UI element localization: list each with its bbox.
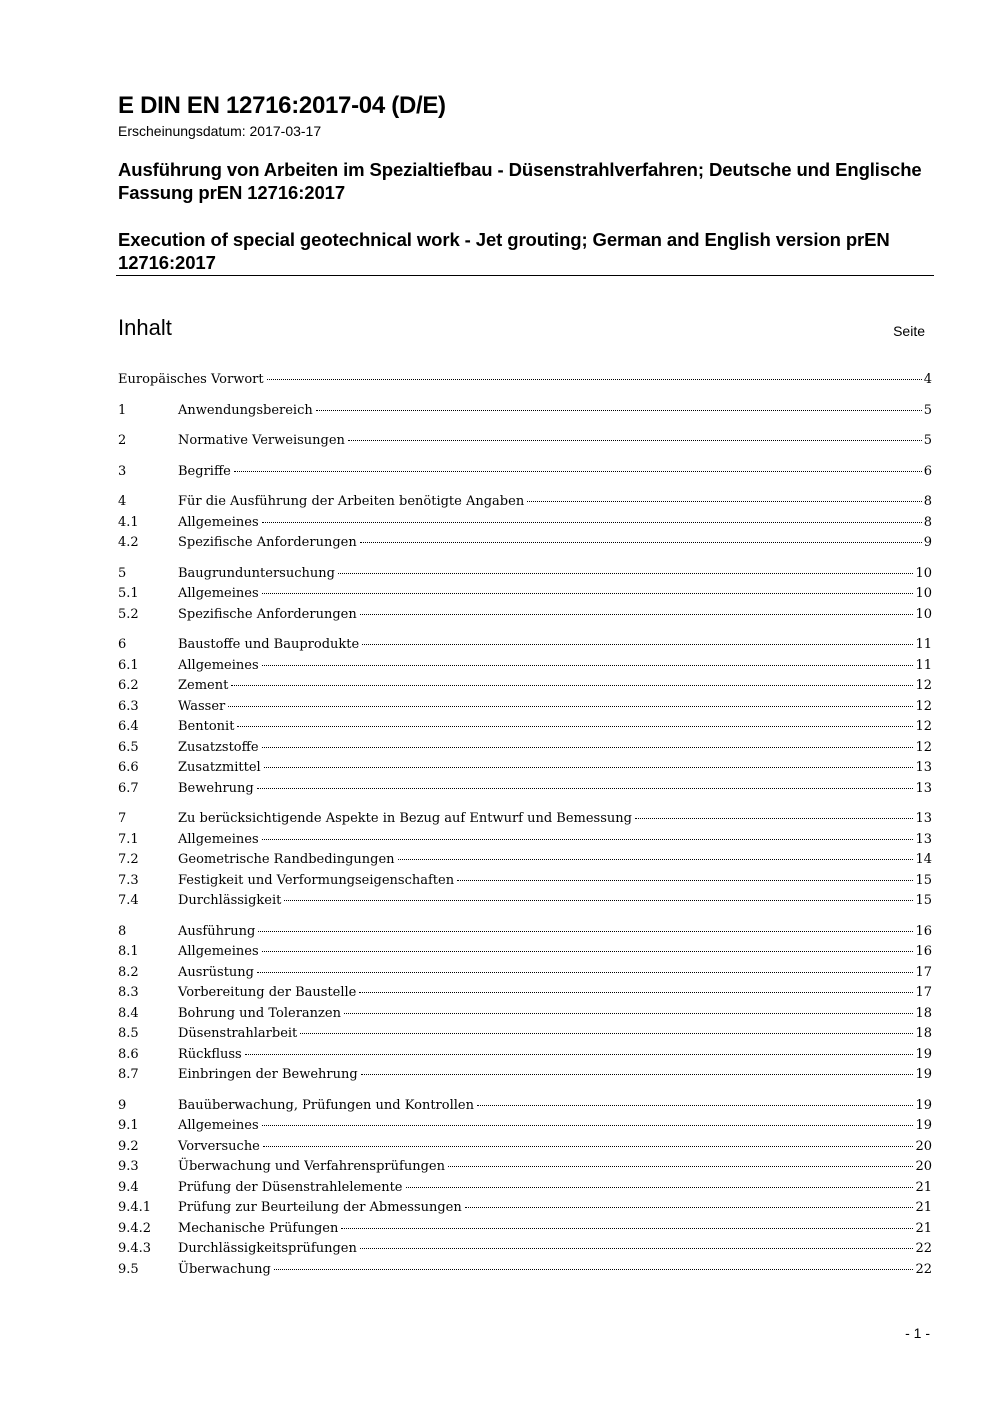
toc-dot-leader bbox=[257, 788, 914, 789]
toc-entry-number: 9.4 bbox=[118, 1179, 139, 1195]
toc-dot-leader bbox=[362, 644, 913, 645]
toc-entry[interactable] bbox=[118, 1096, 932, 1117]
toc-dot-leader bbox=[360, 614, 914, 615]
header-divider bbox=[116, 275, 934, 276]
toc-entry-page: 19 bbox=[915, 1067, 932, 1082]
toc-entry[interactable] bbox=[118, 963, 932, 984]
toc-entry-number: 6.7 bbox=[118, 780, 139, 796]
toc-dot-leader bbox=[267, 379, 922, 380]
toc-dot-leader bbox=[284, 900, 913, 901]
toc-entry-number: 5 bbox=[118, 565, 127, 581]
publication-date: Erscheinungsdatum: 2017-03-17 bbox=[118, 123, 322, 139]
toc-entry-label: Zusatzstoffe bbox=[178, 739, 259, 755]
toc-entry[interactable] bbox=[118, 738, 932, 759]
toc-entry[interactable] bbox=[118, 1116, 932, 1137]
toc-entry-number: 9.4.3 bbox=[118, 1241, 152, 1256]
toc-entry-number: 9.4.1 bbox=[118, 1200, 152, 1215]
toc-entry[interactable] bbox=[118, 513, 932, 534]
toc-entry-page: 8 bbox=[923, 494, 932, 509]
toc-entry-page: 13 bbox=[915, 760, 932, 775]
toc-entry[interactable] bbox=[118, 1045, 932, 1066]
toc-dot-leader bbox=[262, 665, 914, 666]
toc-entry-page: 13 bbox=[915, 811, 932, 826]
toc-entry-number: 1 bbox=[118, 402, 127, 418]
toc-entry-page: 8 bbox=[923, 514, 932, 530]
toc-entry[interactable] bbox=[118, 401, 932, 422]
toc-entry-label: Allgemeines bbox=[178, 944, 259, 959]
toc-entry-label: Überwachung bbox=[178, 1261, 271, 1277]
toc-entry-number: 6.5 bbox=[118, 739, 139, 755]
toc-entry[interactable] bbox=[118, 942, 932, 963]
toc-entry-label: Vorversuche bbox=[178, 1138, 260, 1154]
toc-entry-page: 20 bbox=[915, 1138, 932, 1154]
toc-entry-page: 18 bbox=[915, 1005, 932, 1021]
subtitle-english: Execution of special geotechnical work - Jet grouting; German and English version prEN 12716:2017 bbox=[118, 229, 890, 273]
toc-entry-label: Prüfung der Düsenstrahlelemente bbox=[178, 1179, 403, 1195]
toc-entry-number: 3 bbox=[118, 463, 127, 479]
toc-dot-leader bbox=[264, 767, 914, 768]
toc-entry-number: 2 bbox=[118, 433, 127, 448]
toc-entry-label: Baugrunduntersuchung bbox=[178, 565, 335, 581]
toc-entry[interactable] bbox=[118, 1178, 932, 1199]
toc-entry-page: 16 bbox=[915, 923, 932, 939]
toc-entry-number: 4.2 bbox=[118, 535, 139, 550]
toc-dot-leader bbox=[344, 1013, 913, 1014]
toc-entry[interactable] bbox=[118, 1260, 932, 1281]
toc-entry-page: 22 bbox=[915, 1241, 932, 1256]
toc-dot-leader bbox=[361, 1074, 914, 1075]
toc-entry-page: 12 bbox=[915, 739, 932, 755]
toc-entry-label: Einbringen der Bewehrung bbox=[178, 1067, 358, 1082]
toc-entry[interactable] bbox=[118, 584, 932, 605]
toc-entry[interactable] bbox=[118, 656, 932, 677]
toc-entry-label: Spezifische Anforderungen bbox=[178, 535, 357, 550]
toc-dot-leader bbox=[360, 1248, 914, 1249]
toc-entry[interactable] bbox=[118, 564, 932, 585]
toc-entry-page: 17 bbox=[915, 964, 932, 980]
toc-entry-label: Ausrüstung bbox=[178, 964, 254, 980]
toc-entry-label: Spezifische Anforderungen bbox=[178, 606, 357, 622]
toc-entry[interactable] bbox=[118, 983, 932, 1004]
toc-entry-page: 21 bbox=[915, 1179, 932, 1195]
toc-entry-page: 10 bbox=[915, 606, 932, 622]
toc-entry-label: Mechanische Prüfungen bbox=[178, 1220, 339, 1236]
toc-entry[interactable] bbox=[118, 1065, 932, 1086]
toc-entry-number: 6.6 bbox=[118, 760, 139, 775]
toc-dot-leader bbox=[262, 593, 914, 594]
toc-entry-label: Zusatzmittel bbox=[178, 760, 261, 775]
toc-entry-label: Vorbereitung der Baustelle bbox=[178, 985, 357, 1000]
toc-entry-page: 19 bbox=[915, 1118, 932, 1133]
toc-entry-page: 11 bbox=[915, 637, 932, 652]
toc-dot-leader bbox=[406, 1187, 914, 1188]
toc-dot-leader bbox=[258, 931, 913, 932]
toc-entry-page: 15 bbox=[915, 893, 932, 908]
toc-entry[interactable] bbox=[118, 431, 932, 452]
toc-entry[interactable] bbox=[118, 1239, 932, 1260]
toc-entry-page: 12 bbox=[915, 678, 932, 693]
toc-entry-label: Wasser bbox=[178, 698, 226, 714]
toc-entry-page: 5 bbox=[923, 433, 932, 448]
toc-entry[interactable] bbox=[118, 830, 932, 851]
toc-entry-label: Bentonit bbox=[178, 719, 235, 734]
toc-dot-leader bbox=[338, 573, 914, 574]
toc-entry-number: 8.7 bbox=[118, 1067, 139, 1082]
toc-entry-label: Durchlässigkeit bbox=[178, 893, 282, 908]
toc-entry-page: 18 bbox=[915, 1026, 932, 1041]
toc-entry-label: Durchlässigkeitsprüfungen bbox=[178, 1241, 357, 1256]
document-header bbox=[118, 92, 934, 140]
toc-entry-page: 16 bbox=[915, 944, 932, 959]
toc-entry[interactable] bbox=[118, 1157, 932, 1178]
toc-entry-label: Anwendungsbereich bbox=[178, 402, 313, 418]
toc-entry-number: 4 bbox=[118, 494, 127, 509]
toc-dot-leader bbox=[262, 522, 922, 523]
toc-page-column-label: Seite bbox=[893, 323, 925, 339]
toc-entry[interactable] bbox=[118, 370, 932, 391]
toc-entry-label: Begriffe bbox=[178, 463, 231, 479]
toc-entry[interactable] bbox=[118, 922, 932, 943]
toc-dot-leader bbox=[398, 859, 914, 860]
toc-entry[interactable] bbox=[118, 605, 932, 626]
toc-entry-page: 19 bbox=[915, 1046, 932, 1062]
toc-entry-number: 9.1 bbox=[118, 1118, 139, 1133]
toc-dot-leader bbox=[348, 440, 922, 441]
toc-entry-label: Zu berücksichtigende Aspekte in Bezug auf Entwurf und Bemessung bbox=[178, 811, 632, 826]
document-title: E DIN EN 12716:2017-04 (D/E) bbox=[118, 92, 446, 119]
toc-entry-number: 7.2 bbox=[118, 852, 139, 867]
toc-dot-leader bbox=[457, 880, 913, 881]
toc-dot-leader bbox=[237, 726, 913, 727]
toc-entry-number: 7.1 bbox=[118, 831, 139, 847]
toc-entry-page: 10 bbox=[915, 565, 932, 581]
toc-entry-page: 22 bbox=[915, 1261, 932, 1277]
toc-entry[interactable] bbox=[118, 850, 932, 871]
toc-entry-page: 10 bbox=[915, 586, 932, 601]
toc-dot-leader bbox=[300, 1033, 913, 1034]
toc-entry-number: 9.4.2 bbox=[118, 1220, 152, 1236]
toc-entry-label: Normative Verweisungen bbox=[178, 433, 345, 448]
toc-entry[interactable] bbox=[118, 779, 932, 800]
toc-dot-leader bbox=[274, 1269, 914, 1270]
toc-entry-label: Allgemeines bbox=[178, 514, 259, 530]
toc-entry[interactable] bbox=[118, 1024, 932, 1045]
toc-entry-number: 7.4 bbox=[118, 893, 139, 908]
toc-entry-label: Allgemeines bbox=[178, 1118, 259, 1133]
toc-dot-leader bbox=[257, 972, 913, 973]
toc-entry-page: 4 bbox=[923, 372, 932, 387]
toc-dot-leader bbox=[527, 501, 922, 502]
toc-dot-leader bbox=[228, 706, 913, 707]
toc-entry-page: 19 bbox=[915, 1097, 932, 1113]
toc-entry[interactable] bbox=[118, 1004, 932, 1025]
toc-entry-number: 5.2 bbox=[118, 606, 139, 622]
toc-entry-label: Bewehrung bbox=[178, 780, 254, 796]
toc-entry-label: Europäisches Vorwort bbox=[118, 372, 264, 387]
toc-entry-page: 15 bbox=[915, 872, 932, 888]
toc-entry[interactable] bbox=[118, 717, 932, 738]
toc-dot-leader bbox=[263, 1146, 914, 1147]
toc-entry-number: 6.4 bbox=[118, 719, 139, 734]
toc-dot-leader bbox=[360, 542, 922, 543]
toc-entry-page: 6 bbox=[923, 463, 932, 479]
toc-entry-number: 8.2 bbox=[118, 964, 139, 980]
toc-entry[interactable] bbox=[118, 1137, 932, 1158]
toc-entry-label: Festigkeit und Verformungseigenschaften bbox=[178, 872, 455, 888]
toc-entry-number: 8.6 bbox=[118, 1046, 139, 1062]
toc-entry-label: Geometrische Randbedingungen bbox=[178, 852, 395, 867]
toc-entry-number: 4.1 bbox=[118, 514, 139, 530]
toc-entry[interactable] bbox=[118, 697, 932, 718]
toc-entry-number: 6.2 bbox=[118, 678, 139, 693]
toc-entry-page: 14 bbox=[915, 852, 932, 867]
toc-entry[interactable] bbox=[118, 635, 932, 656]
toc-entry-label: Bauüberwachung, Prüfungen und Kontrollen bbox=[178, 1097, 474, 1113]
toc-entry[interactable] bbox=[118, 1219, 932, 1240]
toc-entry-number: 6 bbox=[118, 637, 127, 652]
toc-entry-number: 8.4 bbox=[118, 1005, 139, 1021]
toc-entry[interactable] bbox=[118, 462, 932, 483]
toc-entry[interactable] bbox=[118, 758, 932, 779]
toc-entry-label: Zement bbox=[178, 678, 229, 693]
toc-entry-page: 20 bbox=[915, 1159, 932, 1174]
toc-dot-leader bbox=[231, 685, 913, 686]
toc-entry-label: Baustoffe und Bauprodukte bbox=[178, 637, 360, 652]
toc-entry-page: 21 bbox=[915, 1220, 932, 1236]
toc-entry-label: Düsenstrahlarbeit bbox=[178, 1026, 298, 1041]
toc-entry-label: Bohrung und Toleranzen bbox=[178, 1005, 341, 1021]
toc-dot-leader bbox=[262, 839, 914, 840]
toc-entry[interactable] bbox=[118, 891, 932, 912]
toc-entry-number: 8.5 bbox=[118, 1026, 139, 1041]
toc-entry-number: 9.5 bbox=[118, 1261, 139, 1277]
toc-dot-leader bbox=[262, 1125, 914, 1126]
toc-dot-leader bbox=[234, 471, 922, 472]
toc-entry-label: Allgemeines bbox=[178, 831, 259, 847]
toc-entry-number: 6.1 bbox=[118, 657, 139, 673]
toc-entry[interactable] bbox=[118, 492, 932, 513]
toc-dot-leader bbox=[635, 818, 913, 819]
toc-entry-page: 17 bbox=[915, 985, 932, 1000]
toc-dot-leader bbox=[465, 1207, 914, 1208]
toc-entry-number: 5.1 bbox=[118, 586, 139, 601]
subtitle-german: Ausführung von Arbeiten im Spezialtiefbau - Düsenstrahlverfahren; Deutsche und Englische Fassung prEN 12716:2017 bbox=[118, 159, 922, 203]
toc-entry-label: Rückfluss bbox=[178, 1046, 242, 1062]
toc-entry[interactable] bbox=[118, 809, 932, 830]
toc-entry[interactable] bbox=[118, 1198, 932, 1219]
toc-entry-page: 11 bbox=[915, 657, 932, 673]
toc-entry-label: Ausführung bbox=[178, 923, 256, 939]
toc-entry-label: Für die Ausführung der Arbeiten benötigte Angaben bbox=[178, 494, 525, 509]
toc-entry-label: Überwachung und Verfahrensprüfungen bbox=[178, 1159, 445, 1174]
toc-entry-page: 9 bbox=[923, 535, 932, 550]
toc-dot-leader bbox=[448, 1166, 913, 1167]
toc-entry-page: 12 bbox=[915, 719, 932, 734]
toc-dot-leader bbox=[262, 747, 914, 748]
toc-entry-number: 7.3 bbox=[118, 872, 139, 888]
toc-entry-number: 6.3 bbox=[118, 698, 139, 714]
toc-entry-page: 21 bbox=[915, 1200, 932, 1215]
toc-entry-number: 8.1 bbox=[118, 944, 139, 959]
toc-dot-leader bbox=[316, 410, 922, 411]
toc-entry[interactable] bbox=[118, 533, 932, 554]
toc-dot-leader bbox=[262, 951, 914, 952]
toc-entry-label: Prüfung zur Beurteilung der Abmessungen bbox=[178, 1200, 462, 1215]
toc-entry[interactable] bbox=[118, 871, 932, 892]
table-of-contents bbox=[118, 370, 932, 1280]
toc-heading: Inhalt bbox=[118, 315, 172, 340]
toc-dot-leader bbox=[477, 1105, 913, 1106]
toc-dot-leader bbox=[245, 1054, 914, 1055]
toc-entry[interactable] bbox=[118, 676, 932, 697]
toc-dot-leader bbox=[341, 1228, 913, 1229]
footer-page-number: - 1 - bbox=[905, 1325, 930, 1341]
toc-entry-label: Allgemeines bbox=[178, 657, 259, 673]
toc-dot-leader bbox=[359, 992, 913, 993]
toc-entry-number: 8.3 bbox=[118, 985, 139, 1000]
toc-entry-number: 9 bbox=[118, 1097, 127, 1113]
toc-entry-page: 5 bbox=[923, 402, 932, 418]
toc-entry-number: 9.2 bbox=[118, 1138, 139, 1154]
toc-entry-label: Allgemeines bbox=[178, 586, 259, 601]
toc-entry-number: 7 bbox=[118, 811, 127, 826]
toc-entry-number: 8 bbox=[118, 923, 127, 939]
toc-entry-page: 13 bbox=[915, 780, 932, 796]
toc-entry-page: 13 bbox=[915, 831, 932, 847]
toc-entry-page: 12 bbox=[915, 698, 932, 714]
toc-entry-number: 9.3 bbox=[118, 1159, 139, 1174]
